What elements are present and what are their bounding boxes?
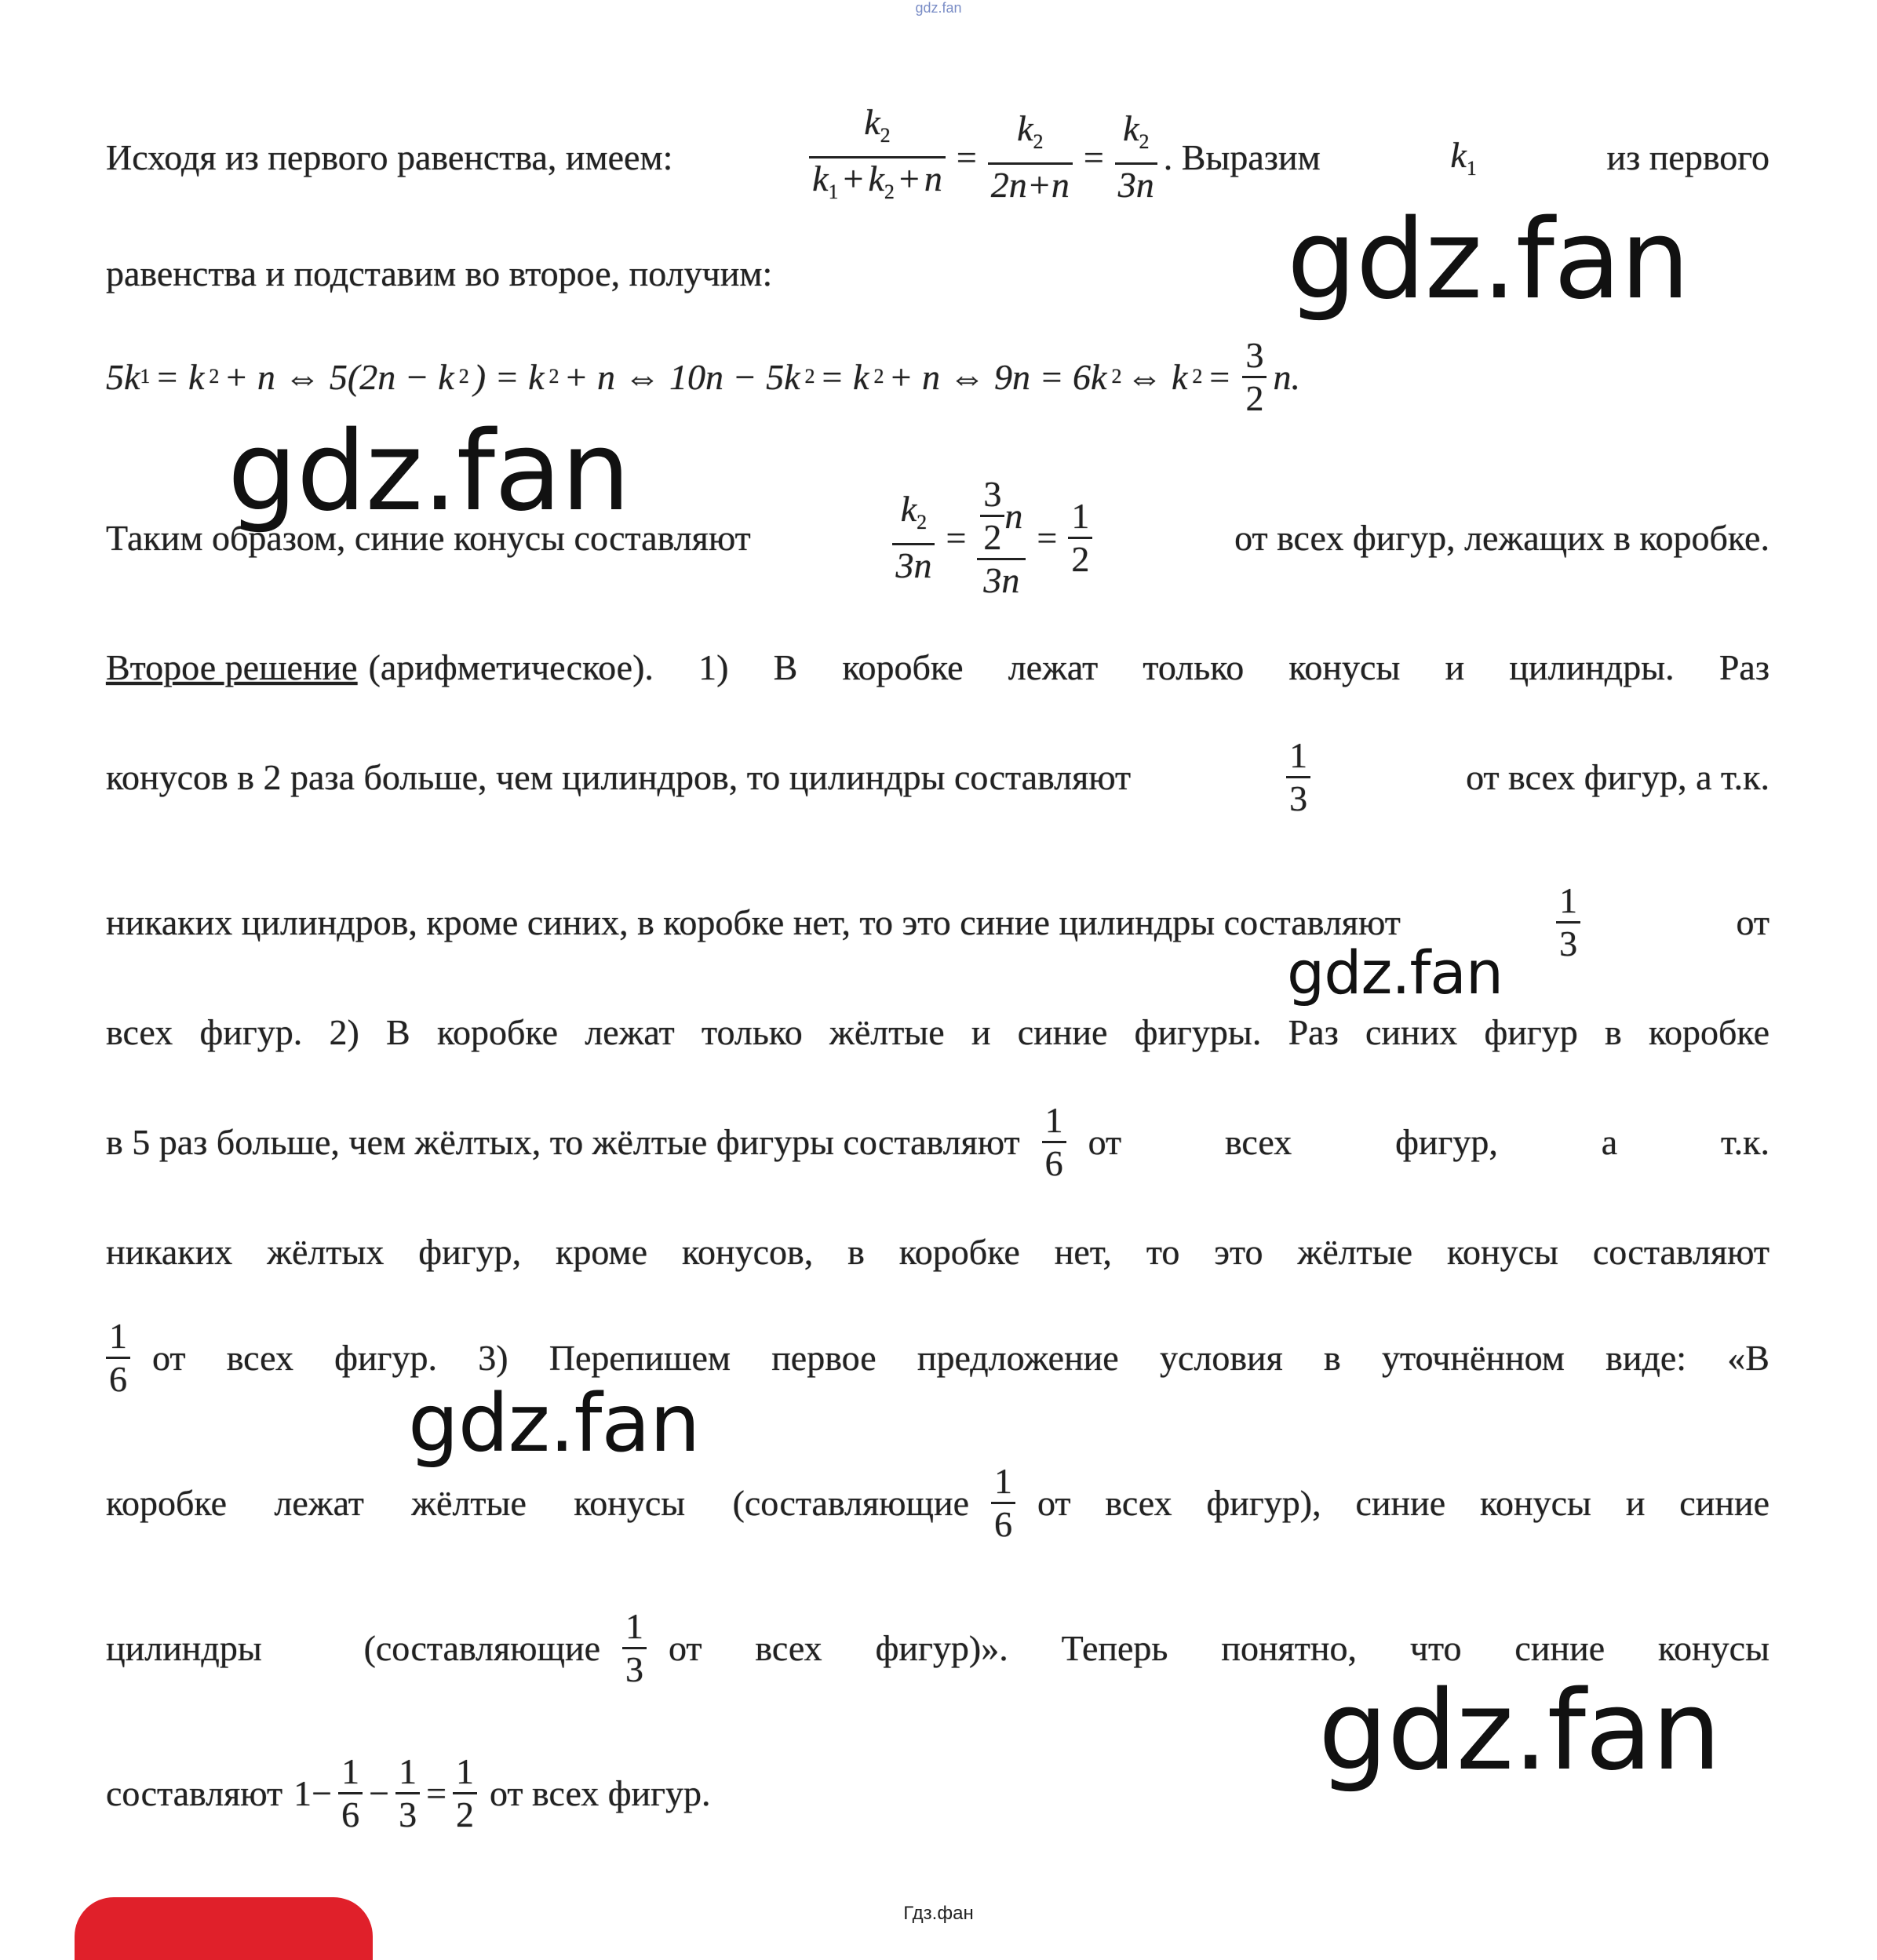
watermark: gdz.fan — [228, 408, 630, 536]
line-13: цилиндры (составляющие $\frac{1}{3}$ от всех фигур)». Теперь понятно, что синие конусы — [106, 1605, 1769, 1689]
line-5: Второе решение (арифметическое). 1) В коробке лежат только конусы и цилиндры. Раз — [106, 647, 1769, 687]
line-8: всех фигур. 2) В коробке лежат только жёлтые и синие фигуры. Раз синих фигур в коробке — [106, 1011, 1769, 1052]
watermark: gdz.fan — [1287, 938, 1503, 1007]
fraction: $\frac{k_2}{2n+n}$ — [988, 108, 1073, 206]
watermark: gdz.fan — [1318, 1667, 1721, 1795]
line-11: $\frac{1}{6}$ от всех фигур. 3) Перепишем первое предложение условия в уточнённом виде: «В — [106, 1306, 1769, 1408]
fraction: $\frac{k_2}{3n}$ — [1115, 108, 1157, 206]
line-14: составляют 1− $\frac{1}{6}$ − $\frac{1}{3}$ = $\frac{1}{2}$ от всех фигур. — [106, 1751, 711, 1834]
site-tag: gdz.fan — [915, 0, 962, 16]
watermark: gdz.fan — [1287, 196, 1689, 324]
watermark: gdz.fan — [408, 1377, 700, 1470]
line-12: коробке лежат жёлтые конусы (составляющие $\frac{1}{6}$ от всех фигур), синие конусы и синие — [106, 1460, 1769, 1544]
text: из первого — [1606, 137, 1769, 177]
footer-site-name: Гдз.фан — [903, 1903, 974, 1924]
line-7: никаких цилиндров, кроме синих, в коробке нет, то это синие цилиндры составляют $\frac{1}{3}$ от — [106, 880, 1769, 964]
line-6: конусов в 2 раза больше, чем цилиндров, то цилиндры составляют $\frac{1}{3}$ от всех фигур, а т.к. — [106, 734, 1769, 818]
text: Исходя из первого равенства, имеем: — [106, 137, 673, 177]
second-solution-heading: Второе решение — [106, 647, 358, 687]
fraction: $\frac{k_2}{k_1 + k_2 + n}$ — [809, 102, 946, 213]
line-1: Исходя из первого равенства, имеем: $\frac{k_2}{k_1 + k_2 + n}$ = $\frac{k_2}{2n+n}$ = $\frac{k_2}{3n}$ . Выразим $k_1$ из первого — [106, 98, 1769, 216]
line-10: никаких жёлтых фигур, кроме конусов, в коробке нет, то это жёлтые конусы составляют — [106, 1231, 1769, 1272]
formula-1: $\frac{k_2}{k_1 + k_2 + n}$ = $\frac{k_2}{2n+n}$ = $\frac{k_2}{3n}$ . Выразим — [803, 102, 1321, 213]
line-9: в 5 раз больше, чем жёлтых, то жёлтые фигуры составляют $\frac{1}{6}$ от всех фигур, а т.к. — [106, 1099, 1769, 1183]
line-2: равенства и подставим во второе, получим: — [106, 253, 773, 293]
line-3-equation: 5k 1 = k 2 + n ⇔ 5(2n − k 2 ) = k 2 + n ⇔ 10n − 5k 2 = k 2 + n ⇔ 9n = 6k 2 ⇔ k 2 = $\frac{3}{2}$ n. — [106, 334, 1300, 418]
line-4: Таким образом, синие конусы составляют $\frac{k_2}{3n}$ = $\frac{3}{2}$ n 3n = $\frac{1}{2}$ от всех фигур, лежащих в коробке. — [106, 474, 1769, 600]
